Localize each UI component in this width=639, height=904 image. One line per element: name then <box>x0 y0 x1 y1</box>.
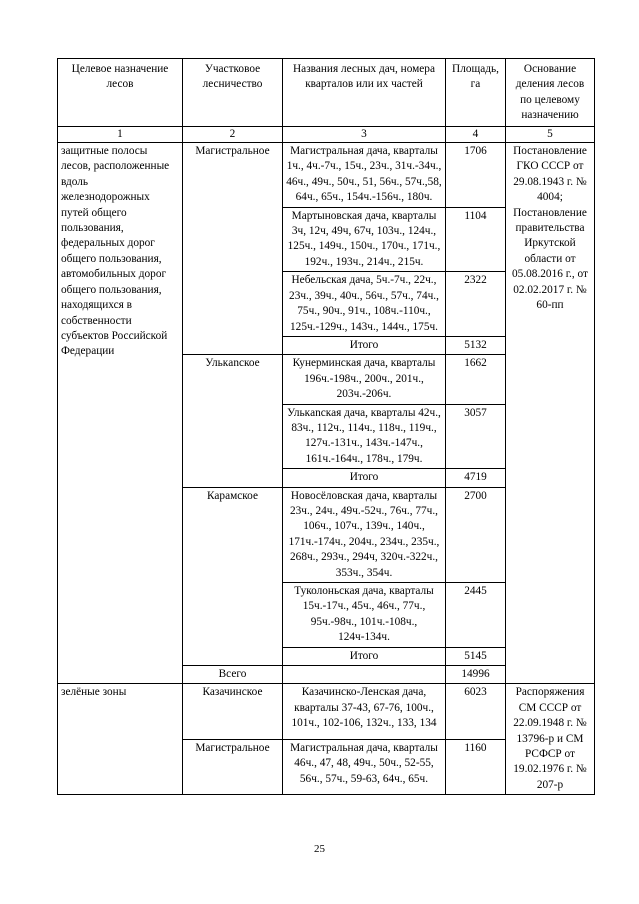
area-value: 2322 <box>446 272 506 337</box>
forestry-ulkanskoe: Улькanское <box>183 355 283 487</box>
forest-dacha-name: Новосёловская дача, кварталы 23ч., 24ч., 49ч.-52ч., 76ч., 77ч., 106ч., 107ч., 139ч., 140ч., 171ч.-174ч., 204ч., 234ч., 235ч., 268ч., 293ч., 294ч, 320ч.-322ч., 353ч., 354ч. <box>283 487 446 582</box>
subtotal-label: Итого <box>283 336 446 354</box>
col-number: 4 <box>446 126 506 142</box>
page-number: 25 <box>314 843 325 855</box>
forest-dacha-name: Мартыновская дача, кварталы 3ч, 12ч, 49ч, 67ч, 103ч., 124ч., 125ч., 149ч., 150ч., 170ч., 171ч., 192ч., 193ч., 214ч., 215ч. <box>283 207 446 272</box>
header-purpose: Целевое назначение лесов <box>58 59 183 127</box>
area-value: 1662 <box>446 355 506 404</box>
purpose-protective-strips: защитные полосы лесов, расположенные вдоль железнодорожных путей общего пользования, федеральных дорог общего пользования, автомобильных дорог общего пользования, находящихся в собственности субъектов Российской Федерации <box>58 143 183 684</box>
grand-total-label: Всего <box>183 666 283 684</box>
area-value: 2700 <box>446 487 506 582</box>
area-value: 1706 <box>446 143 506 208</box>
basis-protective-strips: Постановление ГКО СССР от 29.08.1943 г. № 4004; Постановление правительства Иркутской области от 05.08.2016 г., от 02.02.2017 г. № 60-пп <box>506 143 595 684</box>
subtotal-label: Итого <box>283 469 446 487</box>
col-number: 3 <box>283 126 446 142</box>
forest-dacha-name: Кунерминская дача, кварталы 196ч.-198ч., 200ч., 201ч., 203ч.-206ч. <box>283 355 446 404</box>
col-number: 2 <box>183 126 283 142</box>
subtotal-value: 4719 <box>446 469 506 487</box>
subtotal-value: 5145 <box>446 647 506 665</box>
area-value: 1104 <box>446 207 506 272</box>
header-basis: Основание деления лесов по целевому назначению <box>506 59 595 127</box>
table-row <box>58 684 595 739</box>
forest-dacha-name: Туколоньская дача, кварталы 15ч.-17ч., 45ч., 46ч., 77ч., 95ч.-98ч., 101ч.-108ч., 124ч-134ч. <box>283 583 446 648</box>
header-area: Площадь, га <box>446 59 506 127</box>
subtotal-label: Итого <box>283 647 446 665</box>
grand-total-value: 14996 <box>446 666 506 684</box>
column-number-row <box>58 126 595 142</box>
table-header-row <box>58 59 595 127</box>
forestry-magistralnoe: Магистральное <box>183 143 283 355</box>
area-value: 1160 <box>446 739 506 794</box>
grand-total-empty <box>283 666 446 684</box>
forest-dacha-name: Улькanская дача, кварталы 42ч., 83ч., 112ч., 114ч., 118ч., 119ч., 127ч.-131ч., 143ч.-147ч., 161ч.-164ч., 178ч., 179ч. <box>283 404 446 469</box>
forest-dacha-name: Небельская дача, 5ч.-7ч., 22ч., 23ч., 39ч., 40ч., 56ч., 57ч., 74ч., 75ч., 90ч., 91ч., 108ч.-110ч., 125ч.-129ч., 143ч., 144ч., 175ч. <box>283 272 446 337</box>
forest-dacha-name: Магистральная дача, кварталы 1ч., 4ч.-7ч., 15ч., 23ч., 31ч.-34ч., 46ч., 49ч., 50ч., 51, 56ч., 57ч.,58, 64ч., 65ч., 154ч.-156ч., 180ч. <box>283 143 446 208</box>
basis-green-zones: Распоряжения СМ СССР от 22.09.1948 г. № 13796-р и СМ РСФСР от 19.02.1976 г. № 207-р <box>506 684 595 795</box>
header-names: Названия лесных дач, номера кварталов или их частей <box>283 59 446 127</box>
forest-table <box>57 58 595 795</box>
forestry-magistralnoe: Магистральное <box>183 739 283 794</box>
subtotal-value: 5132 <box>446 336 506 354</box>
forest-dacha-name: Казачинско-Ленская дача, кварталы 37-43, 67-76, 100ч., 101ч., 102-106, 132ч., 133, 134 <box>283 684 446 739</box>
area-value: 2445 <box>446 583 506 648</box>
area-value: 6023 <box>446 684 506 739</box>
forestry-karamskoe: Карамское <box>183 487 283 665</box>
forest-dacha-name: Магистральная дача, кварталы 46ч., 47, 48, 49ч., 50ч., 52-55, 56ч., 57ч., 59-63, 64ч., 65ч. <box>283 739 446 794</box>
forestry-kazachinskoe: Казачинское <box>183 684 283 739</box>
area-value: 3057 <box>446 404 506 469</box>
purpose-green-zones: зелёные зоны <box>58 684 183 795</box>
col-number: 1 <box>58 126 183 142</box>
col-number: 5 <box>506 126 595 142</box>
header-forestry: Участковое лесничество <box>183 59 283 127</box>
table-row <box>58 143 595 208</box>
